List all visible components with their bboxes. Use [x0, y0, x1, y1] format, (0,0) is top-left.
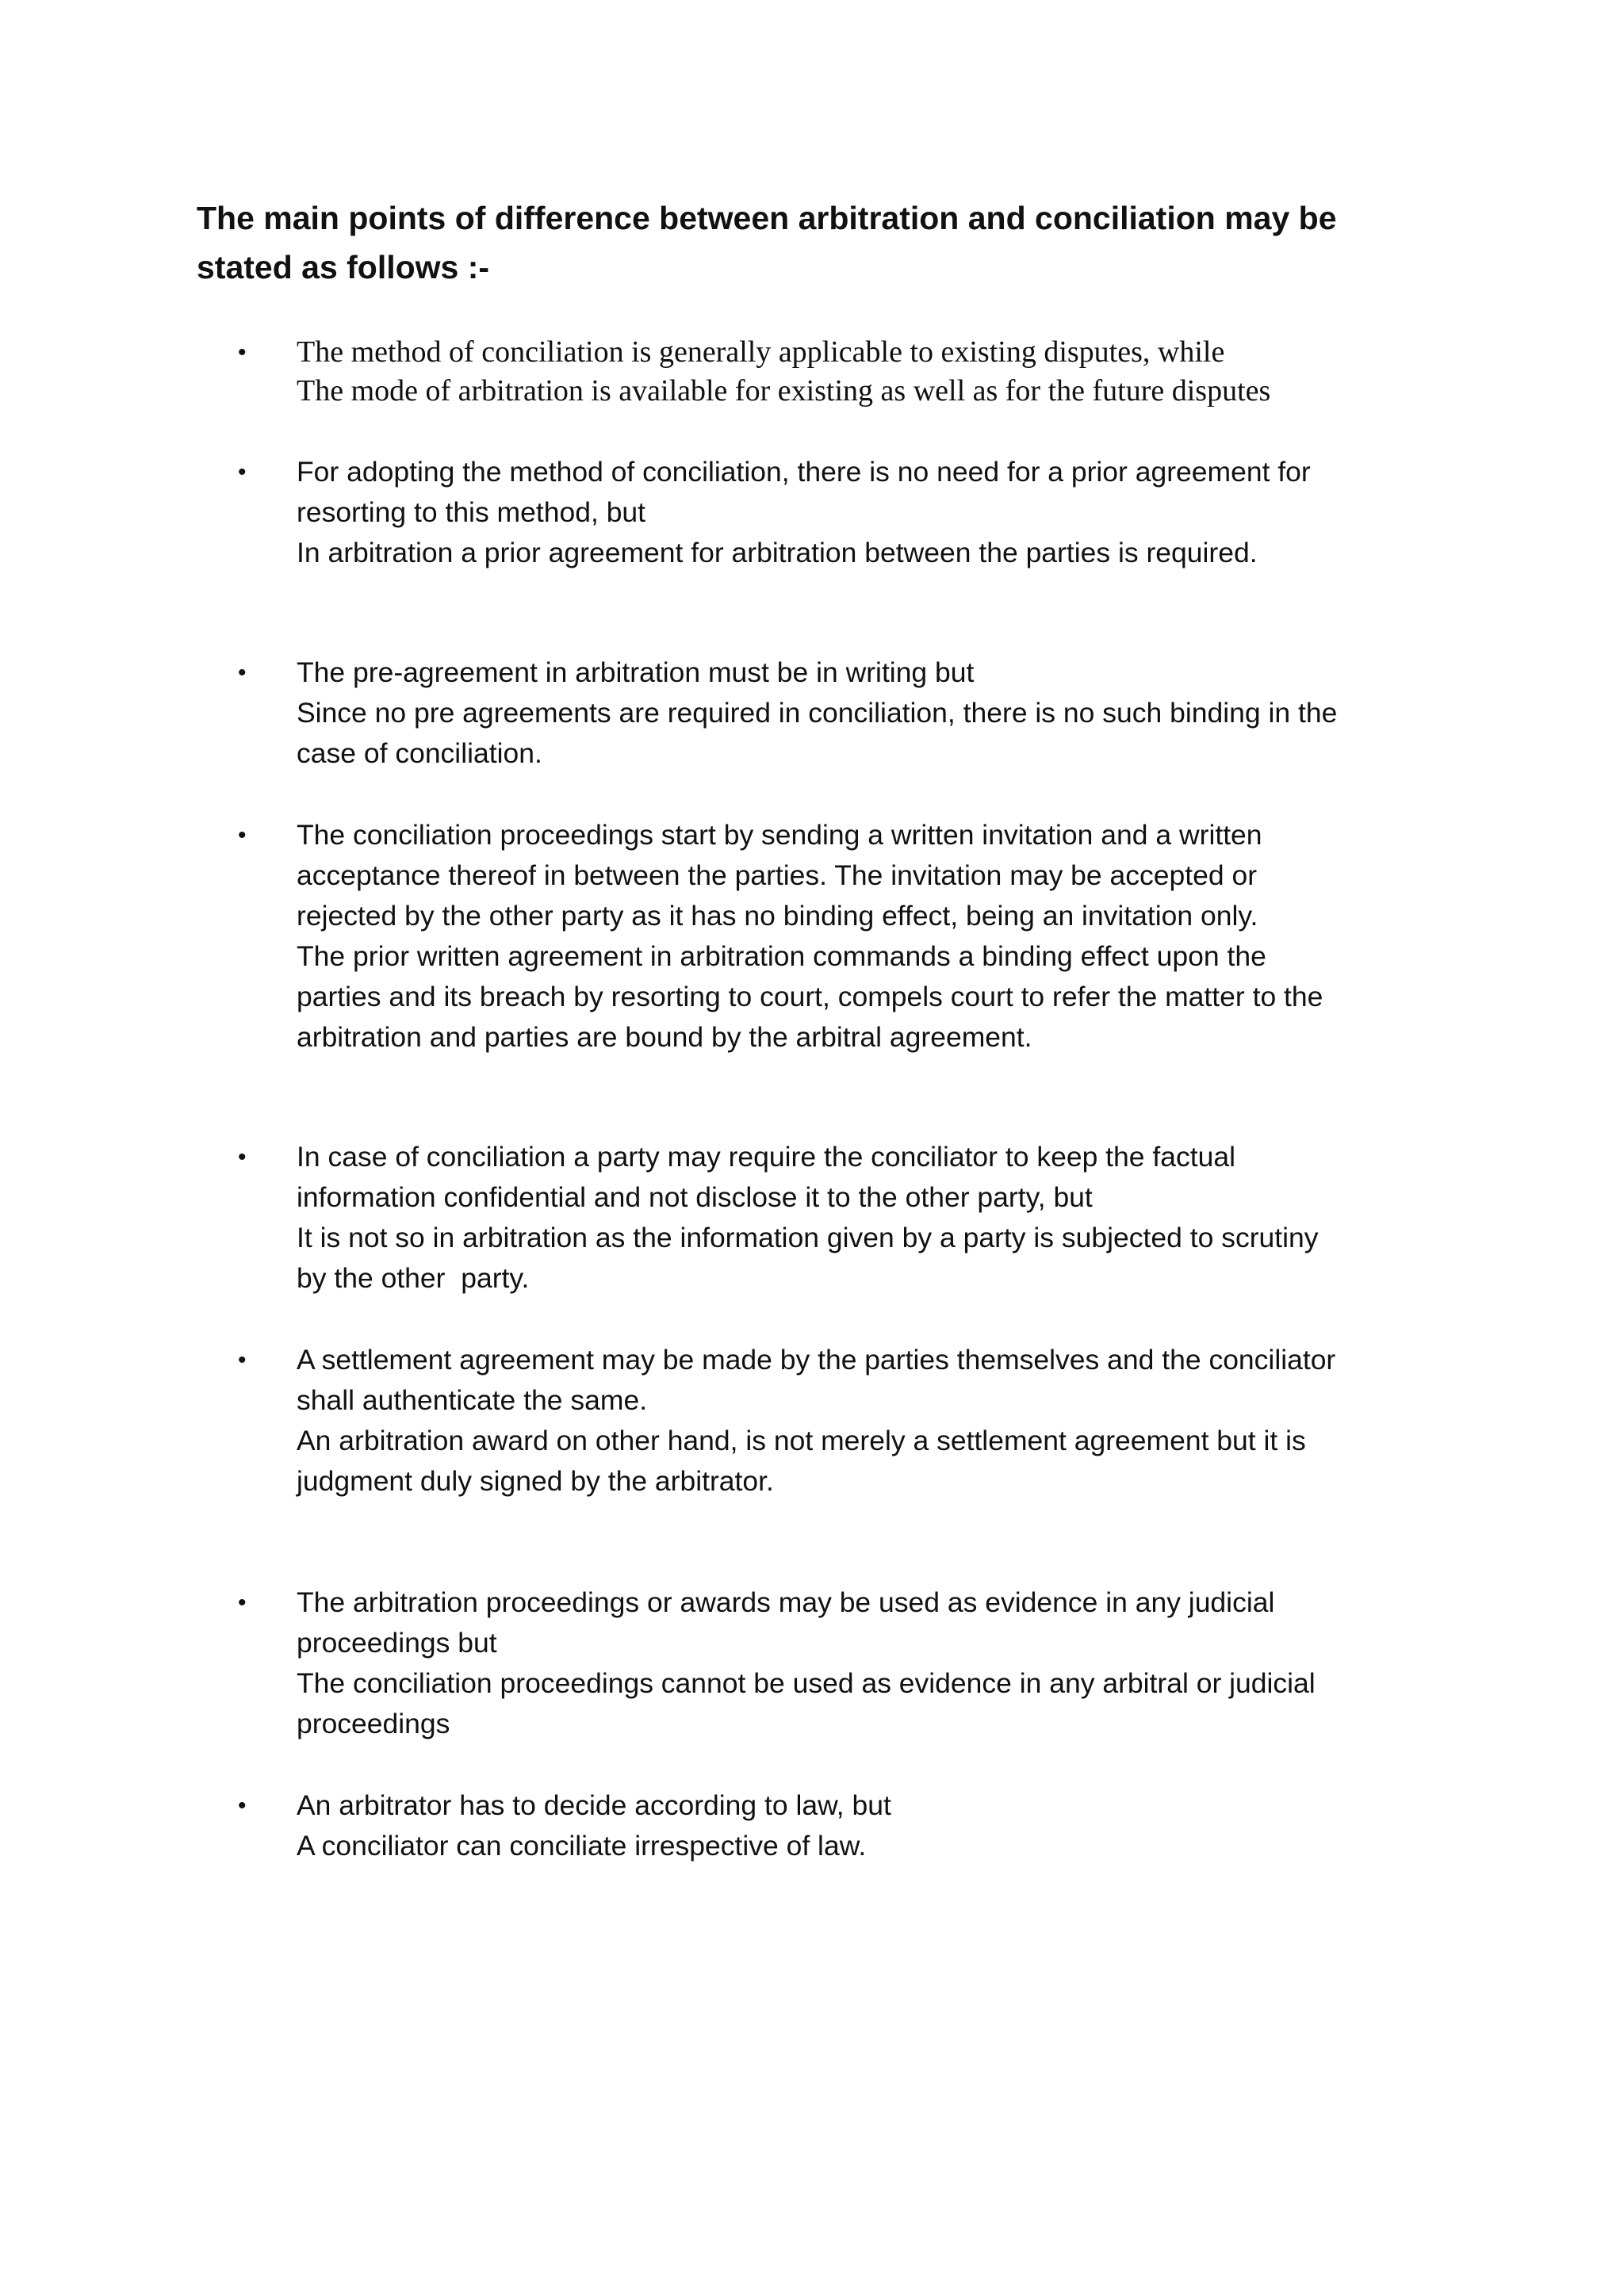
list-item-6-line-1: A settlement agreement may be made by the parties themselves and the conciliator — [297, 1344, 1336, 1376]
list-item-5-line-2: information confidential and not disclose it to the other party, but — [297, 1181, 1093, 1213]
list-item-7-line-1: The arbitration proceedings or awards may be used as evidence in any judicial — [297, 1586, 1275, 1618]
heading-line-1: The main points of difference between arbitration and conciliation may be — [197, 200, 1337, 236]
list-item-4-line-4: The prior written agreement in arbitration commands a binding effect upon the — [297, 940, 1266, 972]
list-item-5 — [238, 1137, 1475, 1299]
list-item-3-line-1: The pre-agreement in arbitration must be in writing but — [297, 656, 975, 688]
list-item-4-line-5: parties and its breach by resorting to court, compels court to refer the matter to the — [297, 981, 1323, 1012]
list-item-2-line-2: resorting to this method, but — [297, 496, 646, 528]
list-item-4-line-2: acceptance thereof in between the parties. The invitation may be accepted or — [297, 859, 1258, 891]
bullet-icon: • — [238, 1590, 247, 1616]
bullet-icon: • — [238, 1793, 247, 1819]
list-item-2-line-1: For adopting the method of conciliation, there is no need for a prior agreement for — [297, 456, 1311, 488]
list-item-3-line-3: case of conciliation. — [297, 737, 542, 769]
list-item-3-line-2: Since no pre agreements are required in conciliation, there is no such binding in the — [297, 697, 1338, 729]
list-item-7-line-4: proceedings — [297, 1708, 450, 1739]
list-item-4-line-6: arbitration and parties are bound by the arbitral agreement. — [297, 1021, 1032, 1053]
document-heading — [197, 193, 1450, 292]
list-item-7-line-3: The conciliation proceedings cannot be used as evidence in any arbitral or judicial — [297, 1667, 1316, 1699]
list-item-5-line-1: In case of conciliation a party may require the conciliator to keep the factual — [297, 1141, 1235, 1173]
bullet-icon: • — [238, 822, 247, 848]
bullet-icon: • — [238, 339, 247, 365]
list-item-6-line-4: judgment duly signed by the arbitrator. — [297, 1465, 774, 1497]
list-item-3 — [238, 652, 1475, 774]
bullet-icon: • — [238, 1144, 247, 1170]
list-item-2 — [238, 452, 1475, 573]
list-item-8 — [238, 1785, 1475, 1866]
list-item-8-line-2: A conciliator can conciliate irrespective of law. — [297, 1830, 867, 1862]
list-item-1 — [238, 333, 1475, 411]
list-item-4-line-3: rejected by the other party as it has no binding effect, being an invitation only. — [297, 900, 1258, 932]
bullet-icon: • — [238, 459, 247, 485]
list-item-6-line-3: An arbitration award on other hand, is not merely a settlement agreement but it is — [297, 1425, 1306, 1456]
list-item-5-line-4: by the other party. — [297, 1262, 530, 1294]
list-item-8-line-1: An arbitrator has to decide according to law, but — [297, 1789, 891, 1821]
list-item-5-line-3: It is not so in arbitration as the information given by a party is subjected to scrutiny — [297, 1222, 1319, 1253]
heading-line-2: stated as follows :- — [197, 249, 490, 285]
list-item-6 — [238, 1340, 1475, 1502]
list-item-7 — [238, 1582, 1475, 1744]
list-item-6-line-2: shall authenticate the same. — [297, 1384, 648, 1416]
bullet-icon: • — [238, 660, 247, 686]
list-item-1-line-2: The mode of arbitration is available for existing as well as for the future disputes — [297, 374, 1271, 408]
list-item-1-line-1: The method of conciliation is generally applicable to existing disputes, while — [297, 335, 1225, 369]
list-item-4-line-1: The conciliation proceedings start by sending a written invitation and a written — [297, 819, 1262, 851]
list-item-2-line-3: In arbitration a prior agreement for arbitration between the parties is required. — [297, 537, 1258, 568]
list-item-4 — [238, 815, 1475, 1058]
bullet-icon: • — [238, 1347, 247, 1373]
list-item-7-line-2: proceedings but — [297, 1627, 497, 1659]
